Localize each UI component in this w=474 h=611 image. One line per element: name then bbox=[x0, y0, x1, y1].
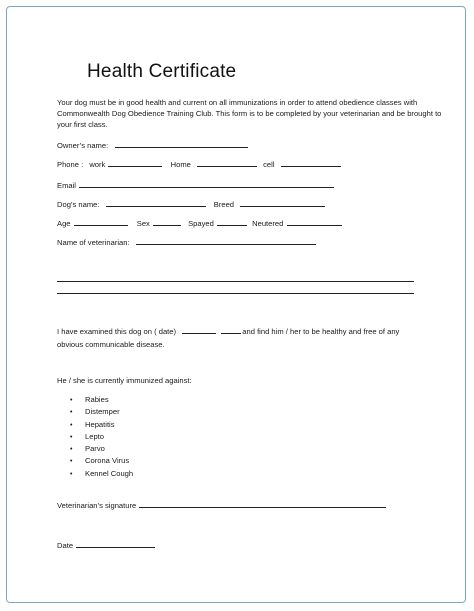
email-field[interactable] bbox=[79, 180, 334, 188]
sex-label: Sex bbox=[136, 219, 150, 228]
sex-field[interactable] bbox=[153, 218, 181, 226]
email-row bbox=[57, 180, 335, 190]
phone-row bbox=[57, 159, 342, 169]
cell-label: cell bbox=[263, 160, 275, 169]
bullet-icon: • bbox=[70, 470, 73, 478]
age-label: Age bbox=[57, 219, 71, 228]
exam-line-2: obvious communicable disease. bbox=[57, 340, 165, 349]
signature-row bbox=[57, 500, 387, 510]
bullet-icon: • bbox=[70, 397, 73, 404]
owner-name-field[interactable] bbox=[115, 140, 248, 148]
signature-field[interactable] bbox=[139, 500, 386, 508]
immunization-parvo: Parvo bbox=[85, 444, 105, 454]
immunization-lepto: Lepto bbox=[85, 431, 105, 441]
dog-name-label: Dog’s name: bbox=[57, 200, 100, 209]
exam-date-field[interactable] bbox=[182, 326, 216, 334]
immunization-hepatitis: Hepatitis bbox=[85, 419, 115, 429]
exam-suffix: and find him / her to be healthy and free of any bbox=[242, 327, 400, 336]
email-label: Email bbox=[57, 181, 76, 190]
vet-name-label: Name of veterinarian: bbox=[57, 238, 130, 247]
breed-label: Breed bbox=[213, 200, 235, 209]
cell-phone-field[interactable] bbox=[281, 159, 341, 167]
bullet-icon: • bbox=[70, 409, 73, 417]
work-phone-field[interactable] bbox=[108, 159, 162, 167]
date-label: Date bbox=[57, 541, 74, 550]
age-field[interactable] bbox=[74, 218, 128, 226]
spayed-field[interactable] bbox=[217, 218, 247, 226]
immunization-list bbox=[70, 396, 133, 482]
exam-year-field[interactable] bbox=[221, 326, 241, 334]
immunization-kennel-cough: Kennel Cough bbox=[85, 468, 134, 478]
intro-paragraph: Your dog must be in good health and current on all immunizations in order to attend obedience classes with Commonwealth Dog Obedience Training Club. This form is to be completed by your veterinarian and be brought to your first class. bbox=[57, 98, 442, 129]
dog-name-field[interactable] bbox=[106, 199, 206, 207]
home-phone-field[interactable] bbox=[197, 159, 257, 167]
bullet-icon: • bbox=[70, 458, 73, 466]
page-title: Health Certificate bbox=[87, 61, 237, 82]
age-row bbox=[57, 218, 343, 228]
home-label: Home bbox=[170, 160, 191, 169]
notes-line[interactable] bbox=[57, 293, 414, 294]
vet-name-row bbox=[57, 237, 317, 247]
signature-label: Veterinarian’s signature bbox=[57, 501, 137, 510]
immunization-corona-virus: Corona Virus bbox=[85, 456, 130, 466]
date-field[interactable] bbox=[76, 540, 155, 548]
bullet-icon: • bbox=[70, 421, 73, 429]
dog-name-row bbox=[57, 199, 326, 209]
immunization-distemper: Distemper bbox=[85, 407, 120, 417]
bullet-icon: • bbox=[70, 433, 73, 441]
phone-label: Phone : bbox=[57, 160, 84, 169]
vet-name-field[interactable] bbox=[136, 237, 316, 245]
bullet-icon: • bbox=[70, 446, 73, 454]
exam-prefix: I have examined this dog on ( date) bbox=[57, 327, 177, 336]
owner-row bbox=[57, 140, 249, 150]
work-label: work bbox=[89, 160, 106, 169]
neutered-field[interactable] bbox=[287, 218, 342, 226]
spayed-label: Spayed bbox=[188, 219, 214, 228]
list-item bbox=[70, 470, 133, 482]
date-row bbox=[57, 540, 156, 550]
notes-line[interactable] bbox=[57, 281, 414, 282]
immunization-rabies: Rabies bbox=[85, 395, 109, 404]
exam-statement bbox=[57, 325, 437, 351]
breed-field[interactable] bbox=[240, 199, 325, 207]
immunized-heading: He / she is currently immunized against: bbox=[57, 376, 192, 385]
owner-name-label: Owner’s name: bbox=[57, 141, 109, 150]
neutered-label: Neutered bbox=[252, 219, 284, 228]
